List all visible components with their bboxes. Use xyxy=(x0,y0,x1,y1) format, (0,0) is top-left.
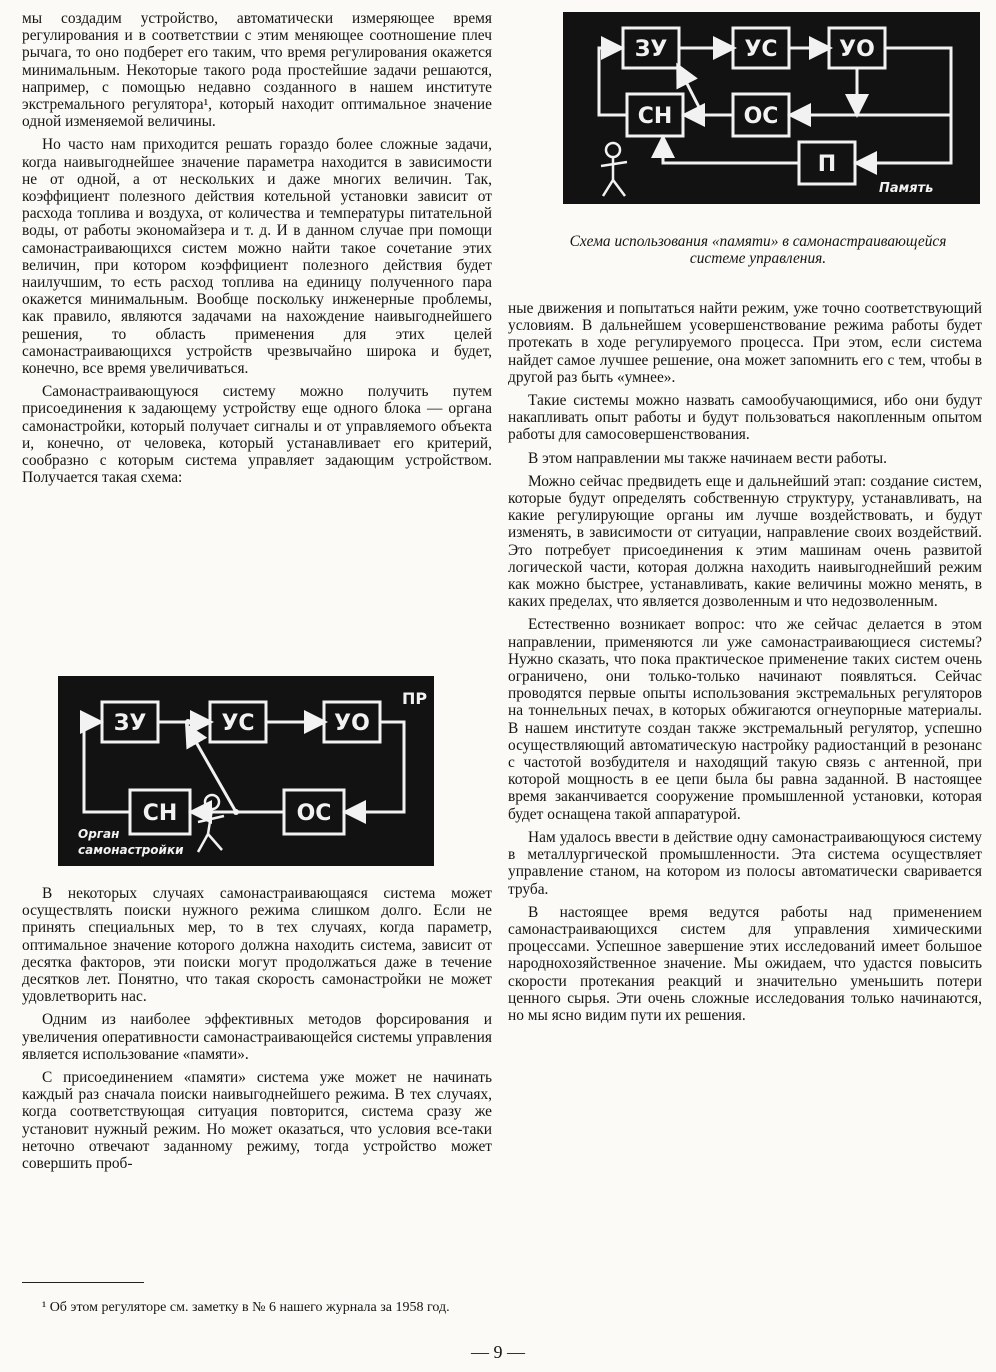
os-label: ОС xyxy=(296,801,332,826)
organ-label-line2: самонастройки xyxy=(78,843,184,857)
self-tuning-system-diagram xyxy=(58,676,434,866)
right-column xyxy=(508,300,982,1030)
uo-label: УО xyxy=(839,37,875,62)
paragraph: Можно сейчас предвидеть еще и дальнейший этап: создание систем, которые будут определять собственную структуру, устанавливать, на какие регулирующие органы им лучше воздействовать, и будут изменять, в зависимости от ситуации, направление своих воздействий. Это потребует присоединения к этим машинам очень развитой логической части, которая должна находить наивыгоднейший режим как можно быстрее, устанавливать, какие величины можно менять, в каких пределах, что является дозволенным и что недозволенным. xyxy=(508,472,982,611)
p-label: П xyxy=(817,152,837,177)
human-operator-figure xyxy=(198,795,224,852)
sn-label: СН xyxy=(637,104,673,129)
footnote-text: ¹ Об этом регуляторе см. заметку в № 6 нашего журнала за 1958 год. xyxy=(42,1300,450,1315)
zu-label: ЗУ xyxy=(113,711,147,736)
page-number: — 9 — xyxy=(471,1342,525,1362)
paragraph: Но часто нам приходится решать гораздо более сложные задачи, когда наивыгоднейшее значение параметра находится в зависимости не от одной, а от нескольких и даже многих величин. Так, коэффициент полезного действия котельной установки зависит от расхода топлива и воздуха, от количества и температуры питательной воды, от работы экономайзера и т. д. И в данном случае при помощи самонастраивающихся систем можно найти такое сочетание этих величин, при котором коэффициент полезного действия будет наилучшим, то есть расход топлива на единицу полученного пара окажется минимальным. Вообще поскольку инженерные проблемы, как правило, являются задачами на нахождение наивыгоднейшего решения, то область применения для этих целей самонастраивающихся устройств чрезвычайно широка и будет, конечно, все время увеличиваться. xyxy=(22,136,492,378)
left-column xyxy=(22,10,492,492)
paragraph: ные движения и попытаться найти режим, уже точно соответствующий условиям. В дальнейшем усовершенствование режима работы будет протекать в ходе регулируемого процесса. При этом, если система найдет самое лучшее решение, она может запомнить его с тем, чтобы в другой раз быть «умнее». xyxy=(508,300,982,386)
sn-label: СН xyxy=(142,801,178,826)
footnote-divider xyxy=(22,1282,144,1283)
zu-label: ЗУ xyxy=(634,37,668,62)
us-label: УС xyxy=(744,37,778,62)
paragraph: Такие системы можно назвать самообучающимися, ибо они будут накапливать опыт работы и будут пользоваться накопленным опытом работы для самосовершенствования. xyxy=(508,392,982,444)
uo-label: УО xyxy=(334,711,370,736)
paragraph: Нам удалось ввести в действие одну самонастраивающуюся систему в металлургической промышленности. Эта система осуществляет управление станом, на котором из полосы автоматически сваривается труба. xyxy=(508,828,982,898)
human-operator-figure xyxy=(601,143,627,196)
organ-label-line1: Орган xyxy=(78,827,120,841)
paragraph: Одним из наиболее эффективных методов форсирования и увеличения оперативности самонастраивающейся системы управления является использование «памяти». xyxy=(22,1011,492,1063)
paragraph: В настоящее время ведутся работы над применением самонастраивающихся систем для управления химическими процессами. Успешное завершение этих исследований имеет большое народнохозяйственное значение. Мы ожидаем, что удастся повысить скорости протекания реакций и значительно уменьшить потери ценного сырья. Эти очень сложные исследования только начинаются, но мы ясно видим пути их решения. xyxy=(508,903,982,1024)
paragraph: Естественно возникает вопрос: что же сейчас делается в этом направлении, применяются ли уже самонастраивающиеся системы? Нужно сказать, что пока практическое применение таких систем очень ограничено, они только-только начинают появляться. Сейчас проводятся первые опыты использования экстремальных регуляторов на тоннельных печах, в которых обжигаются огнеупорные материалы. В нашем институте создан также экстремальный регулятор, успешно осуществляющий автоматическую настройку радиостанций в резонанс с частотой возбудителя и находящий такую связь с антенной, при которой мощность в ее цепи была бы равна заданной. В настоящее время заканчивается сооружение промышленной установки, которая будет оснащена такой аппаратурой. xyxy=(508,616,982,823)
output-label: ПР xyxy=(402,689,428,708)
figure-caption xyxy=(548,233,968,273)
memory-label: Память xyxy=(879,181,934,196)
paragraph: Самонастраивающуюся систему можно получить путем присоединения к задающему устройству еще одного блока — органа самонастройки, который получает сигналы и от управляемого объекта и, конечно, от человека, который устанавливает его критерий, сообразно с которым система управляет задающим устройством. Получается такая схема: xyxy=(22,383,492,487)
memory-system-diagram xyxy=(563,12,980,204)
os-label: ОС xyxy=(743,104,779,129)
paragraph: В этом направлении мы также начинаем вести работы. xyxy=(528,449,887,467)
footnote xyxy=(22,1300,492,1322)
caption-text: Схема использования «памяти» в самонастраивающейся системе управления. xyxy=(569,233,947,268)
paragraph: мы создадим устройство, автоматически измеряющее время регулирования и в соответствии с этим меняющее соотношение плеч рычага, то оно подберет его таким, что время регулирования окажется минимальным. Некоторые такого рода простейшие задачи решаются, например, с помощью недавно созданного в нашем институте экстремального регулятора¹, который находит оптимальное значение одной изменяемой величины. xyxy=(22,10,492,131)
paragraph: С присоединением «памяти» система уже может не начинать каждый раз сначала поиски наивыгоднейшего режима. В тех случаях, когда соответствующая ситуация повторится, система сразу же установит нужный режим. Но может оказаться, что условия все-таки неточно отвечают заданному режиму, тогда устройство может совершить проб- xyxy=(22,1069,492,1173)
us-label: УС xyxy=(221,711,255,736)
paragraph: В некоторых случаях самонастраивающаяся система может осуществлять поиски нужного режима слишком долго. Если не принять специальных мер, то в тех случаях, когда параметр, оптимальное значение которого должна находить система, зависит от десятка факторов, эти поиски могут продолжаться даже в течение десятков лет. Понятно, что такая скорость самонастройки не может удовлетворить нас. xyxy=(22,885,492,1006)
left-column-continued xyxy=(22,885,492,1178)
